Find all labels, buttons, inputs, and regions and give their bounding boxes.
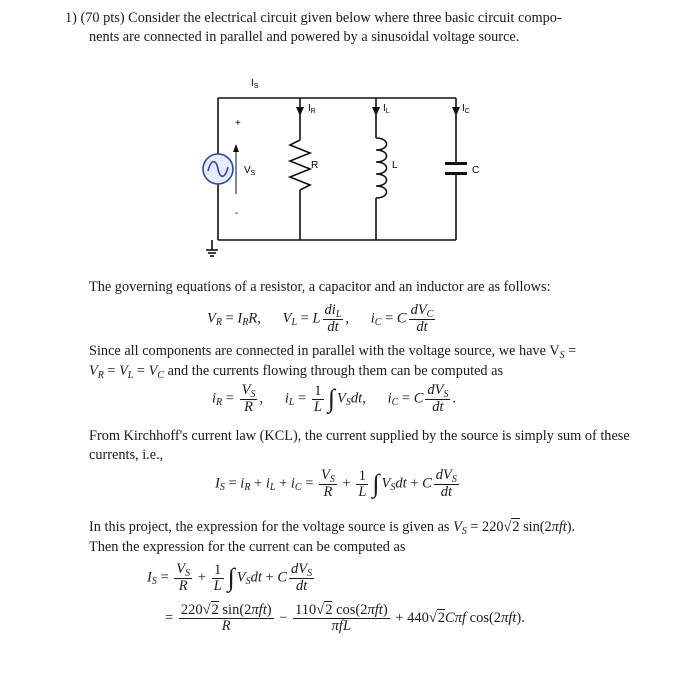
- equation-kcl: $I_S = i_R + i_L + i_C$ = $\frac{V_S}{R}$ + $\frac{1}{L}$ ∫ $V_Sdt + C$ $\frac{dV_S}{dt}$: [215, 467, 457, 500]
- label-il: $I_L$: [383, 103, 390, 115]
- label-vs: $V_S$: [244, 165, 256, 177]
- current-arrow-ir: [296, 107, 304, 116]
- label-c: C: [472, 165, 480, 176]
- problem-intro-line2: nents are connected in parallel and powered by a sinusoidal voltage source.: [89, 29, 520, 45]
- label-plus: +: [235, 118, 241, 129]
- label-ir: $I_R$: [308, 103, 316, 115]
- problem-points: (70 pts): [80, 10, 125, 26]
- governing-text: The governing equations of a resistor, a capacitor and an inductor are as follows:: [89, 279, 551, 295]
- label-is: $I_S$: [251, 78, 259, 90]
- problem-number: 1): [65, 10, 77, 26]
- equation-is-general: $I_S$ = $\frac{V_S}{R}$ + $\frac{1}{L}$ ∫ $V_Sdt + C$ $\frac{dV_S}{dt}$: [147, 561, 313, 594]
- problem-intro: [65, 9, 645, 47]
- current-arrow-il: [372, 107, 380, 116]
- problem-intro-line1: Consider the electrical circuit given below where three basic circuit compo-: [128, 10, 562, 26]
- capacitor-symbol: [445, 162, 467, 165]
- label-r: R: [311, 160, 319, 171]
- circuit-diagram: [190, 74, 520, 260]
- equation-is-final: = $\frac{\text{220√2 sin(2πft)}}{R}$ − $\frac{\text{110√2 cos(2πft)}}{\text{πfL}}$ + 440√2Cπf cos(2πft).: [165, 602, 525, 634]
- kcl-text: From Kirchhoff's current law (KCL), the current supplied by the source is simply sum of these currents, i.e.,: [89, 428, 630, 463]
- label-ic: $I_C$: [462, 103, 470, 115]
- current-arrow-ic: [452, 107, 460, 116]
- current-arrow-is: [233, 144, 239, 152]
- project-text: In this project, the expression for the voltage source is given as $V_S = 220√2$ sin(2πft). Then the expression for the current can be computed as: [89, 519, 576, 555]
- label-minus: -: [235, 208, 239, 219]
- equation-component-laws: $V_R = I_RR$, $V_L = L$ $\frac{di_L}{dt}$ , $i_C = C$ $\frac{dV_C}{dt}$: [207, 302, 434, 335]
- equation-branch-currents: $i_R$ = $\frac{V_S}{R}$ , $i_L$ = $\frac{1}{L}$ ∫ $V_Sdt$, $i_C = C$ $\frac{dV_S}{dt}$ .: [212, 382, 457, 415]
- since-text: Since all components are connected in parallel with the voltage source, we have $V_S$ = $V_R = V_L = V_C$ and the currents flowing through them can be computed as: [89, 343, 577, 381]
- label-l: L: [392, 160, 398, 171]
